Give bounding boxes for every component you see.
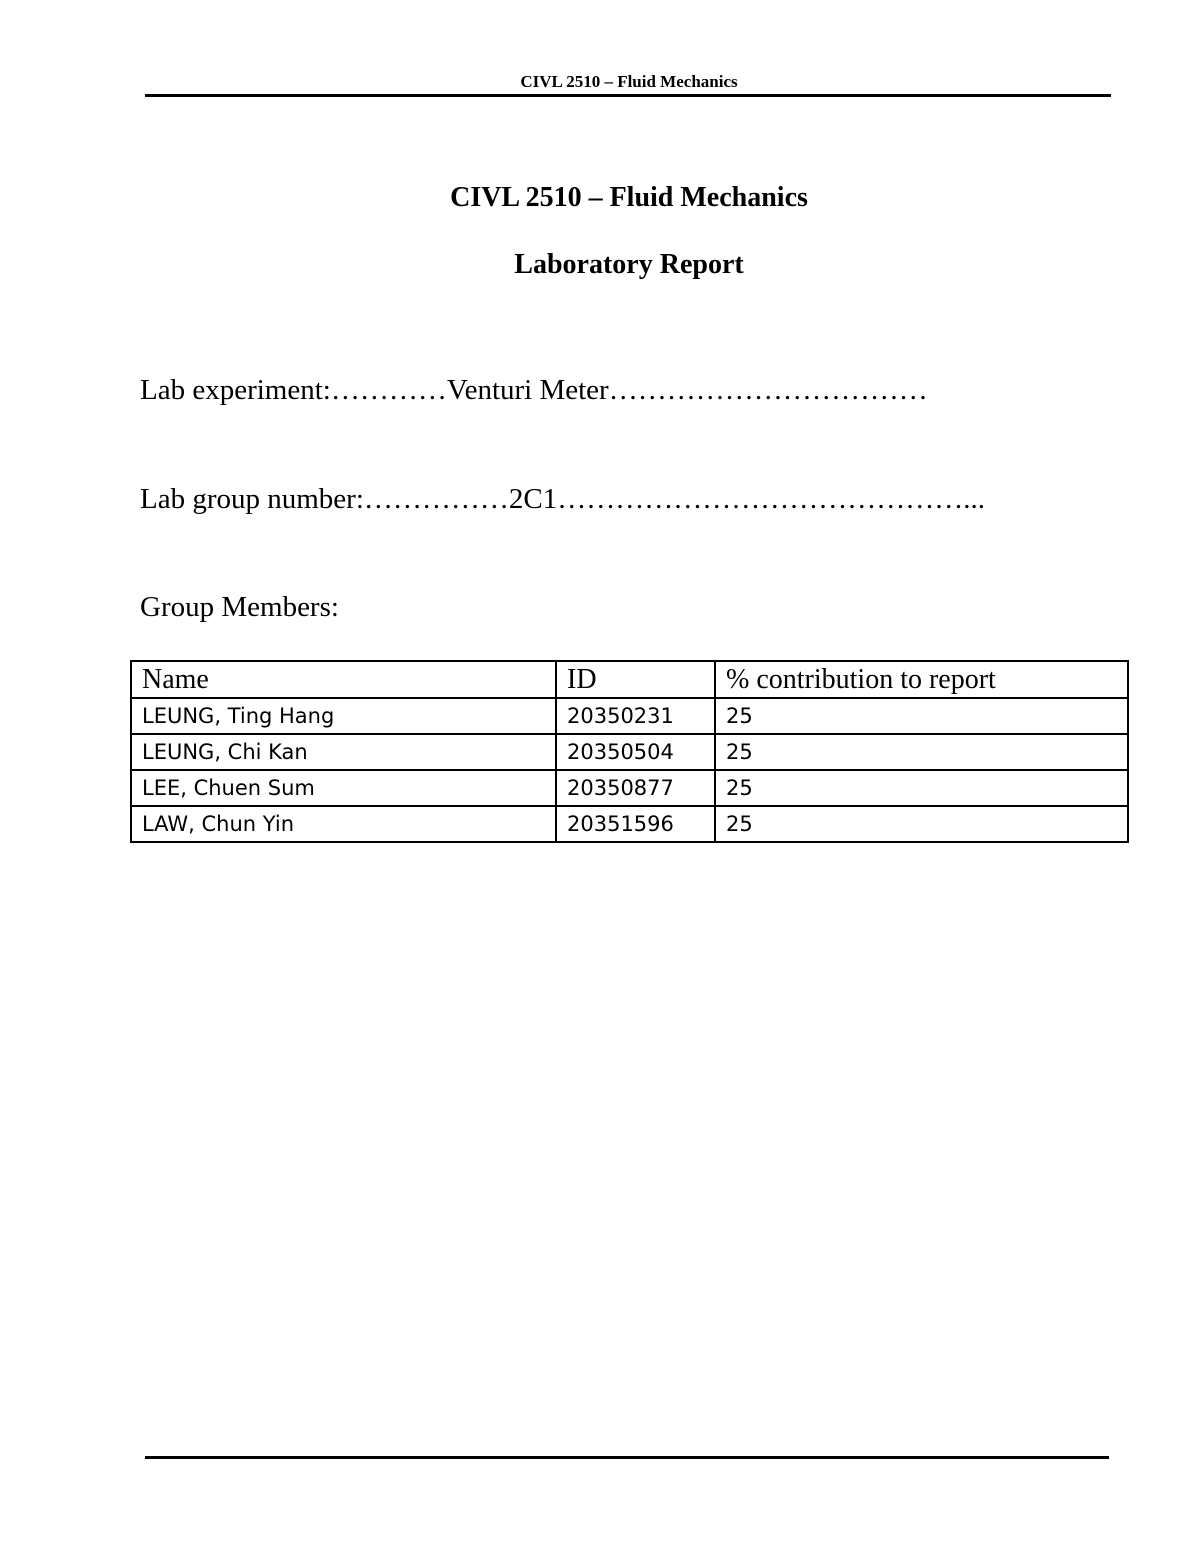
dotted-leader: ………… <box>330 374 447 406</box>
member-id: 20350231 <box>556 698 715 734</box>
table-header-row <box>131 661 1128 698</box>
running-header: CIVL 2510 – Fluid Mechanics <box>520 72 738 91</box>
member-name: LEUNG, Chi Kan <box>131 734 556 770</box>
member-contribution: 25 <box>715 770 1128 806</box>
dotted-leader: …………… <box>363 483 509 515</box>
member-name: LEUNG, Ting Hang <box>131 698 556 734</box>
document-subtitle: Laboratory Report <box>514 249 744 280</box>
table-row <box>131 734 1128 770</box>
footer-rule <box>145 1456 1109 1459</box>
lab-group-label: Lab group number: <box>140 483 364 515</box>
column-header-contribution: % contribution to report <box>715 661 1128 698</box>
group-members-label: Group Members: <box>140 591 339 623</box>
member-name: LAW, Chun Yin <box>131 806 556 842</box>
member-name: LEE, Chuen Sum <box>131 770 556 806</box>
member-contribution: 25 <box>715 698 1128 734</box>
dotted-leader: …………………………… <box>608 374 928 406</box>
member-contribution: 25 <box>715 734 1128 770</box>
member-id: 20351596 <box>556 806 715 842</box>
table-row <box>131 770 1128 806</box>
dotted-leader: ……………………………………... <box>557 483 985 515</box>
column-header-id: ID <box>556 661 715 698</box>
column-header-name: Name <box>131 661 556 698</box>
group-members-table <box>130 660 1129 843</box>
member-id: 20350877 <box>556 770 715 806</box>
lab-group-field <box>140 481 985 517</box>
header-rule <box>145 94 1111 97</box>
lab-experiment-field <box>140 372 928 408</box>
lab-group-value: 2C1 <box>508 483 558 515</box>
member-id: 20350504 <box>556 734 715 770</box>
lab-experiment-label: Lab experiment: <box>140 374 331 406</box>
lab-experiment-value: Venturi Meter <box>446 374 609 406</box>
table-row <box>131 806 1128 842</box>
document-title: CIVL 2510 – Fluid Mechanics <box>450 182 808 213</box>
table-row <box>131 698 1128 734</box>
member-contribution: 25 <box>715 806 1128 842</box>
